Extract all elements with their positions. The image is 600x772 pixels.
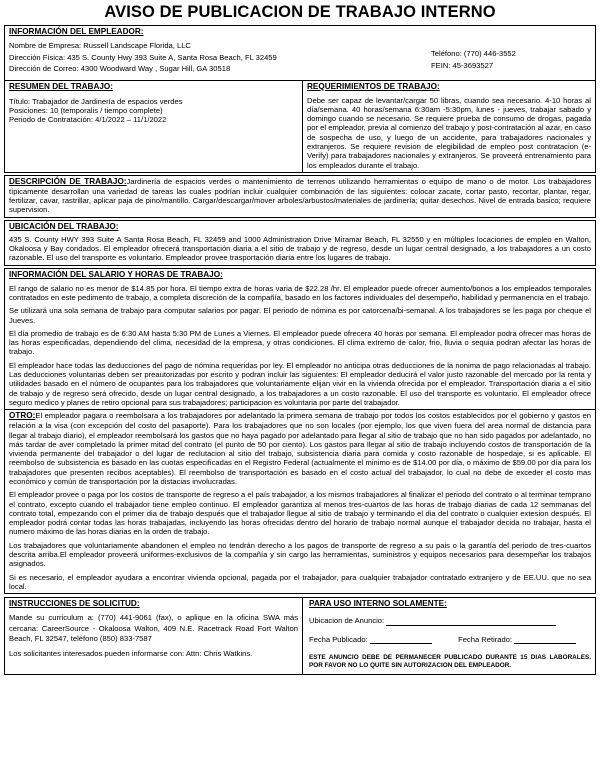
requirements-heading: REQUERIMIENTOS DE TRABAJO: [307, 81, 440, 91]
description-text: Jardinería de espacios verdes o mantenimiento de terrenos utilizando herramientas o equipo de mano o de motor. Los trabajadores típicamente desarrollan una variedad de tareas las cuales podrían incluir cualquier combinación de las siguientes: colocar zacate, cortar pasto, recortar, plantar, regar, fertilizar, cavar, rastrillar, aplicar paja de pino/mantillo. Cargar/descargar/mover arboles/arbustos/materiales de jardinería; quitar desechos. Nivel de entrada basico; requiere supervision. [9, 176, 591, 215]
other-paragraph: El empleador provee o paga por los costos de transporte de regreso a el país trabajador, a los mismos trabajadores al finalizar el periodo del contrato o al terminar temprano el contrato, excepto cuando el trabajador tiene empleo continuo. El empleador garantiza al menos tres-cuartos de las horas de trabajo diarias de cada 12 semmanas del contrato total, empezando con el primer dia de trabajo después que el trabajador llegue al sitio de trabajo y terminando el dia del contrato o cualquier extesion después. El empleador podrá contar todas las horas trabajadas, incluyendo las horas ofrecidas dentro del horario de trabajo normal aunque el trabajador decida no trabajar, hasta el numero máximo de las horas diarias en la orden de trabajo. [9, 490, 591, 537]
employer-summary-box [4, 25, 596, 173]
employer-name: Nombre de Empresa: Russell Landscape Florida, LLC [9, 41, 191, 50]
page-title: AVISO DE PUBLICACION DE TRABAJO INTERNO [104, 3, 496, 21]
apply-contact: Los solicitantes interesados pueden informarse con: Attn: Chris Watkins. [9, 648, 253, 658]
salary-paragraph: El día promedio de trabajo es de 6:30 AM hasta 5:30 PM de Lunes a Viernes. El empleador puede ofrecera 40 horas por semana. El empleador podra ofrecer mas horas de las horas especificadas, dependiendo del clima, necesidad de la empresa, y otras condiciones. El clima extremo de calor, frio, lluvia o sequia podran afectar las horas de trabajo. [9, 328, 591, 357]
employer-phone: Teléfono: (770) 446-3552 [431, 49, 516, 58]
date-removed-field[interactable] [514, 643, 576, 644]
internal-note: ESTE ANUNCIO DEBE DE PERMANECER PUBLICADO DURANTE 15 DIAS LABORALES. POR FAVOR NO LO QUITE SIN AUTORIZACION DEL EMPLEADOR. [309, 653, 591, 670]
location-section [4, 220, 596, 266]
footer-box [4, 597, 596, 675]
other-paragraph: Si es necesario, el empleador ayudara a encontrar vivienda opcional, pagada por el trabajador, para cualquier trabajador contratado extranjero y de EE.UU. que no sea local. [9, 572, 591, 591]
salary-section [5, 269, 595, 410]
date-posted-field[interactable] [370, 643, 432, 644]
summary-title: Título: Trabajador de Jardinería de espacios verdes [9, 96, 183, 106]
salary-heading: INFORMACIÓN DEL SALARIO Y HORAS DE TRABAJO: [9, 269, 223, 279]
other-section [5, 410, 595, 593]
location-heading: UBICACIÓN DEL TRABAJO: [9, 221, 119, 231]
summary-section [5, 81, 303, 172]
summary-positions: Posiciones: 10 (temporalis / tiempo complete) [9, 105, 163, 115]
apply-text: Mande su curriculum a: (770) 441-9061 (fax), o aplique en la oficina SWA más cercana: CareerSource - Okaloosa Walton, 409 N.E. Racetrack Road Fort Walton Beach, FL 32547, teléfono (850) 833-7587 [9, 613, 298, 644]
posting-location-field[interactable] [386, 625, 556, 626]
location-text: 435 S. County HWY 393 Suite A Santa Rosa Beach, FL 32459 and 1000 Administration Drive Miramar Beach, FL 32550 y en múltiples locaciones de empleo en Walton, Okaloosa y Bay condados. El empleador ofrecerá transportación diaria a el sitio de trabajo y de regreso, desde un lugar central designado, a los trabajadores a un costo razonable. El uso del transporte es voluntario. Empleador provee trasportación diaria entre los lugares de trabajo. [9, 234, 591, 263]
requirements-text: Debe ser capaz de levantar/cargar 50 libras, cuando sea necesario. 4-10 horas al día/semana. 40 horas/semana 6:30am -5:30pm, lunes - jueves, trabajar sabado y domingo cuando se necesario. Se requiere prueba de consumo de drogas, pagada por el empleador, previa al comienzo del trabajo y post-contratación al azar, en caso de sospecha de uso, y luego de un accidente, para trabajadores nacionales y extranjeros. Se requiere revision de elegibilidad de empleo post contratacion (e-Verify) para trabajadores nacionales y extranjeros. Se proveerá entrenamiento para los empleados durante el trabajo. [307, 95, 591, 170]
internal-heading: PARA USO INTERNO SOLAMENTE: [309, 599, 447, 609]
description-section [4, 175, 596, 218]
employer-heading: INFORMACIÓN DEL EMPLEADOR: [9, 27, 144, 36]
employer-address: Dirección Física: 435 S. County Hwy 393 Suite A, Santa Rosa Beach, FL 32459 [9, 52, 277, 62]
apply-heading: INSTRUCCIONES DE SOLICITUD: [9, 599, 140, 609]
summary-period: Periodo de Contratación: 4/1/2022 – 11/1/2022 [9, 115, 167, 125]
other-paragraph: El empleador pagara o reembolsara a los trabajadores por adelantado la primera semana de trabajo por todos los costos establecidos por el gobierno y gastos en relación a la visa (con excepción del costo del pasaporte). Para los trabajadores que no son locales (por ejemplo, los que viven fuera del area normal de distancia para llegar al trabajo diario), el empleador reembolsará los gastos que no haya pagado por adelantado para llegar al sitio de trabajo que no han sido pagados por adelantado, no más tardar de aver completado la primer mitad del contrato (el punto de 50 por ciento). Los gastos para llegar al sitio de trabajo incluyendo costos de transportación de la vivienda permanente del trabajador o del lugar de reclutacion al sitio del trabajo, subsistencia diaria para comida y costo razonable de hospedaje, si es aplicable. El reembolso de subsistencia es basado en las cuotas especificadas en el Registro Federal (actualmente el minimo es de $14.00 por día, o máximo de $59.00 por día para los trabajadores que presenten recibos aceptables). El reembolso de transportación es basado en el costo actual del trabajador, lo cual no debe de exceder el costo mas económico y común de transportación por la distacias involucradas. [9, 411, 591, 486]
summary-heading: RESUMEN DEL TRABAJO: [9, 81, 114, 91]
posting-location-label: Ubicacion de Anuncio: [309, 616, 385, 626]
description-heading: DESCRIPCIÓN DE TRABAJO: [9, 176, 127, 186]
apply-section [5, 598, 303, 674]
date-posted-label: Fecha Publicado: [309, 634, 368, 644]
salary-other-box [4, 268, 596, 595]
internal-section [303, 598, 595, 674]
other-paragraph: Los trabajadores que voluntariamente abandonen el empleo no tendrán derecho a los pagos de transporte de regreso a su pais o la garantía del periodo de tres-cuartos descrita arriba.El empleador proveerá uniformes-exclusivos de la compañía y sin cargo las herramientas, suministros y equipos necesarios para desempeñar los trabajos asignados. [9, 540, 591, 569]
salary-paragraph: El rango de salario no es menor de $14.85 por hora. El tiempo extra de horas varia de $22.28 /hr. El empleador puede ofrecer aumento/bonos a los empleados temporales contratados en este pedimento de trabajo, a completa discreción de la compañía, basado en los factores individuales del desempeño, habilidad y permanencia en el trabajo. [9, 283, 591, 302]
other-heading: OTRO: [9, 411, 36, 421]
employer-mailing: Dirección de Correo: 4300 Woodward Way , Sugar Hill, GA 30518 [9, 64, 231, 73]
salary-paragraph: El empleador hace todas las deducciones del pago de nómina requeridas por ley. El empleador no anticipa otras deducciones de la nonima de pago relacionadas al trabajo. Las deducciones voluntarias deben ser preautorizadas por escrito y podran incluir las siguientes: El empleador deducirá el valor justo razonable del mercado por la renta y utilidades basado en el número de ocupantes para los trabajadores que voluntariamente elijan vivir en la vivienda ofrecida por el empleador. Transportación diaria a el sitio de trabajo y de regreso será ofrecido, desde un lugar central designado, a los trabajadores a un costo razonable. El uso del transporte es voluntario. El empleador ofrece seguro medico y planes de retiro opcional para sus trabajadores; participacion es voluntaria por parte del trabajador. [9, 360, 591, 407]
date-removed-label: Fecha Retirado: [458, 634, 513, 644]
requirements-section [303, 81, 595, 172]
employer-fein: FEIN: 45-3693527 [431, 60, 494, 70]
salary-paragraph: Se utilizará una sola semana de trabajo para computar salarios por pagar. El periodo de nómina es por catorcena/bi-semanal. A los trabajadores se les paga por cheque el Jueves. [9, 306, 591, 325]
employer-section [5, 26, 595, 77]
